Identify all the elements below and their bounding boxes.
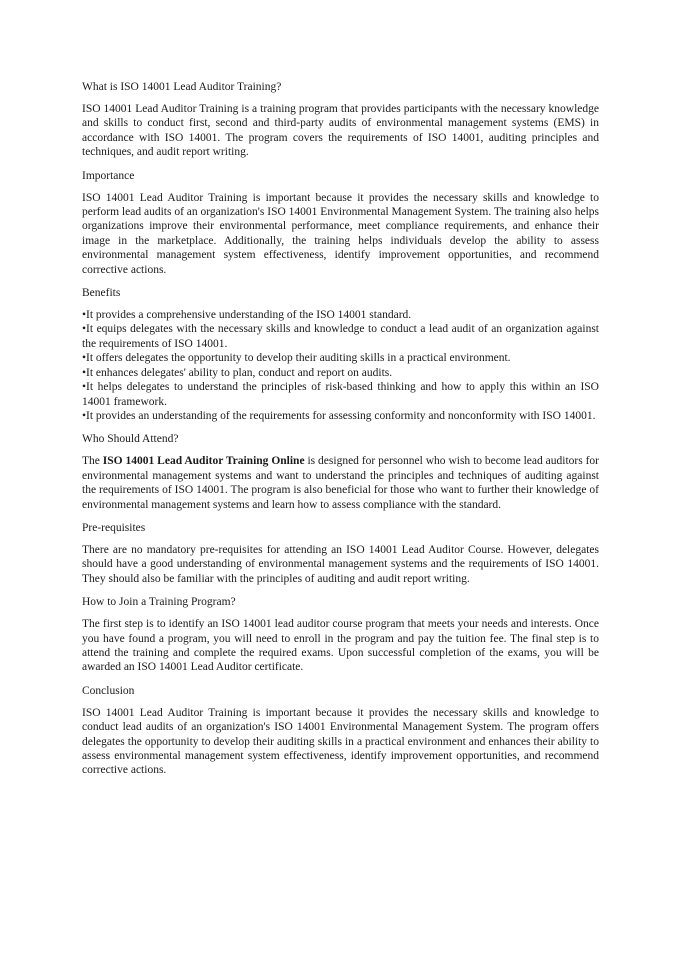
section-heading-benefits: Benefits [82,287,121,300]
section-heading-prereq: Pre-requisites [82,521,146,534]
benefit-item: •It helps delegates to understand the principles of risk-based thinking and how to apply this within an ISO 14001 framework. [82,381,599,408]
section-body-importance: ISO 14001 Lead Auditor Training is important because it provides the necessary skills and knowledge to perform lead audits of an organization's ISO 14001 Environmental Management System. The training also helps organizations improve their environmental performance, meet compliance requirements, and enhance their image in the marketplace. Additionally, the training helps individuals develop the ability to assess environmental management system effectiveness, identify improvement opportunities, and recommend corrective actions. [82,191,599,276]
document-page [82,80,599,787]
benefits-list [82,308,599,423]
who-rest-text: is designed for personnel who wish to become lead auditors for environmental management systems and want to understand the principles and techniques of auditing against the requirements of ISO 14001. The program is also beneficial for those who want to further their knowledge of environmental management systems and learn how to assess compliance with the standard. [82,455,600,511]
section-body-join: The first step is to identify an ISO 14001 lead auditor course program that meets your needs and interests. Once you have found a program, you will need to enroll in the program and pay the tuition fee. The final step is to attend the training and complete the required exams. Upon successful completion of the exams, you will be awarded an ISO 14001 Lead Auditor certificate. [82,618,599,674]
course-link-text: ISO 14001 Lead Auditor Training Online [102,455,305,468]
benefit-item: •It enhances delegates' ability to plan, conduct and report on audits. [82,366,393,379]
section-heading-what: What is ISO 14001 Lead Auditor Training? [82,81,282,93]
section-heading-who: Who Should Attend? [82,433,179,446]
benefit-item: •It provides an understanding of the requirements for assessing conformity and nonconformity with ISO 14001. [82,409,596,422]
benefit-item: •It provides a comprehensive understanding of the ISO 14001 standard. [82,309,412,322]
section-body-conclusion: ISO 14001 Lead Auditor Training is important because it provides the necessary skills and knowledge to conduct lead audits of an organization's ISO 14001 Environmental Management System. The program offers delegates the opportunity to develop their auditing skills in a practical environment and enhances their ability to assess environmental management system effectiveness, identify improvement opportunities, and recommend corrective actions. [82,706,599,777]
section-heading-conclusion: Conclusion [82,684,135,697]
benefit-item: •It equips delegates with the necessary skills and knowledge to conduct a lead audit of an organization against the requirements of ISO 14001. [82,323,599,350]
section-heading-join: How to Join a Training Program? [82,596,236,609]
who-lead-text: The [82,455,103,468]
section-body-what: ISO 14001 Lead Auditor Training is a training program that provides participants with the necessary knowledge and skills to conduct first, second and third-party audits of environmental management systems (EMS) in accordance with ISO 14001. The program covers the requirements of ISO 14001, auditing principles and techniques, and audit report writing. [82,103,599,159]
section-body-prereq: There are no mandatory pre-requisites for attending an ISO 14001 Lead Auditor Course. However, delegates should have a good understanding of environmental management systems and the requirements of ISO 14001. They should also be familiar with the principles of auditing and audit report writing. [82,543,599,585]
section-body-who [82,454,599,512]
section-heading-importance: Importance [82,169,135,182]
benefit-item: •It offers delegates the opportunity to develop their auditing skills in a practical environment. [82,352,511,365]
